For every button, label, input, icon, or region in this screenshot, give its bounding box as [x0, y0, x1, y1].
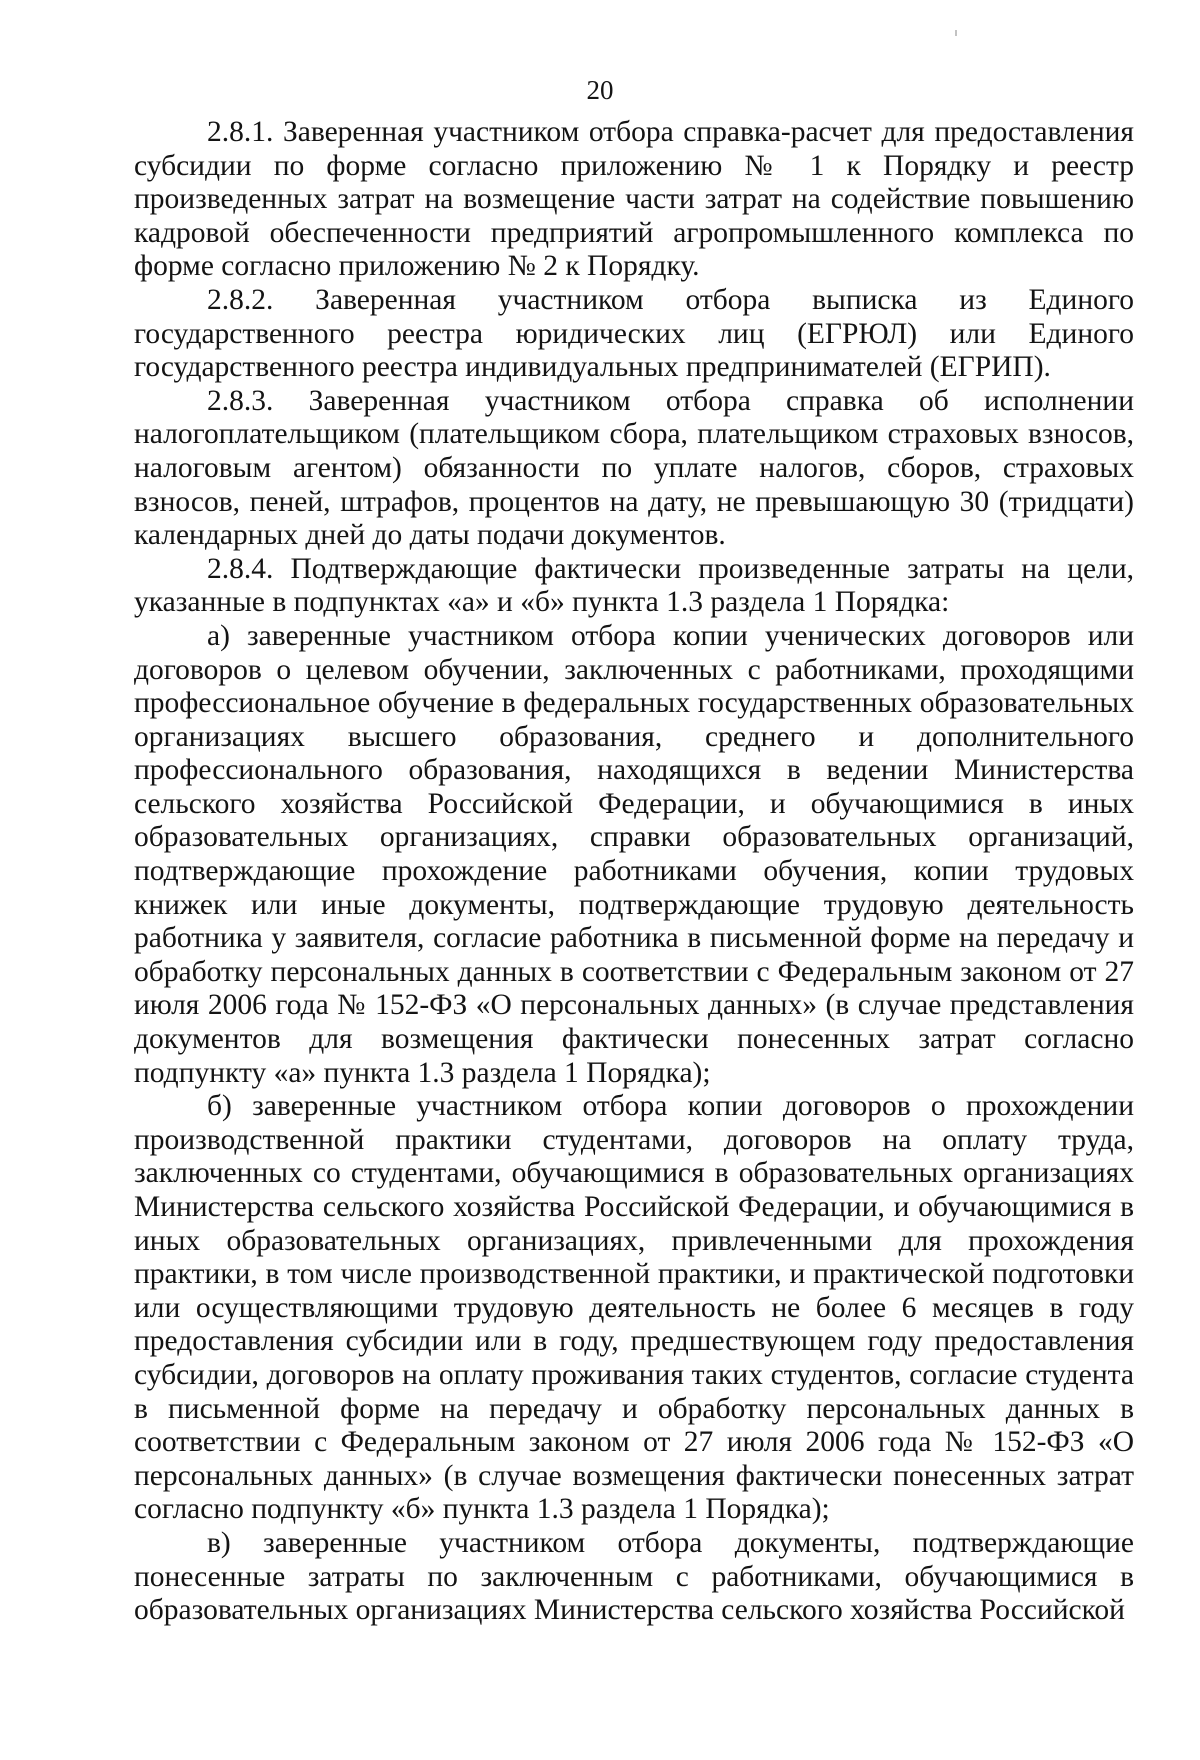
page-number: 20 — [586, 75, 614, 105]
document-body — [134, 116, 1134, 1628]
subparagraph-v: в) заверенные участником отбора документы, подтверждающие понесенные затраты по заключенным с работниками, обучающимися в образовательных организациях Министерства сельского хозяйства Российской — [134, 1526, 1134, 1627]
subparagraph-a: а) заверенные участником отбора копии ученических договоров или договоров о целевом обучении, заключенных с работниками, проходящими профессиональное обучение в федеральных государственных образовательных организациях высшего образования, среднего и дополнительного профессионального образования, находящихся в ведении Министерства сельского хозяйства Российской Федерации, и обучающимися в иных образовательных организациях, справки образовательных организаций, подтверждающие прохождение работниками обучения, копии трудовых книжек или иные документы, подтверждающие трудовую деятельность работника у заявителя, согласие работника в письменной форме на передачу и обработку персональных данных в соответствии с Федеральным законом от 27 июля 2006 года № 152-ФЗ «О персональных данных» (в случае представления документов для возмещения фактически понесенных затрат согласно подпункту «а» пункта 1.3 раздела 1 Порядка); — [134, 619, 1134, 1089]
paragraph-2-8-4: 2.8.4. Подтверждающие фактически произведенные затраты на цели, указанные в подпунктах «а» и «б» пункта 1.3 раздела 1 Порядка: — [134, 552, 1134, 619]
paragraph-2-8-1: 2.8.1. Заверенная участником отбора справка-расчет для предоставления субсидии по форме согласно приложению № 1 к Порядку и реестр произведенных затрат на возмещение части затрат на содействие повышению кадровой обеспеченности предприятий агропромышленного комплекса по форме согласно приложению № 2 к Порядку. — [134, 116, 1134, 283]
scan-speck — [955, 30, 957, 36]
paragraph-2-8-3: 2.8.3. Заверенная участником отбора справка об исполнении налогоплательщиком (плательщиком сбора, плательщиком страховых взносов, налоговым агентом) обязанности по уплате налогов, сборов, страховых взносов, пеней, штрафов, процентов на дату, не превышающую 30 (тридцати) календарных дней до даты подачи документов. — [134, 384, 1134, 552]
subparagraph-b: б) заверенные участником отбора копии договоров о прохождении производственной практики студентами, договоров на оплату труда, заключенных со студентами, обучающимися в образовательных организациях Министерства сельского хозяйства Российской Федерации, и обучающимися в иных образовательных организациях, привлеченными для прохождения практики, в том числе производственной практики, и практической подготовки или осуществляющими трудовую деятельность не более 6 месяцев в году предоставления субсидии или в году, предшествующем году предоставления субсидии, договоров на оплату проживания таких студентов, согласие студента в письменной форме на передачу и обработку персональных данных в соответствии с Федеральным законом от 27 июля 2006 года № 152-ФЗ «О персональных данных» (в случае возмещения фактически понесенных затрат согласно подпункту «б» пункта 1.3 раздела 1 Порядка); — [134, 1090, 1134, 1526]
paragraph-2-8-2: 2.8.2. Заверенная участником отбора выписка из Единого государственного реестра юридических лиц (ЕГРЮЛ) или Единого государственного реестра индивидуальных предпринимателей (ЕГРИП). — [134, 283, 1134, 384]
